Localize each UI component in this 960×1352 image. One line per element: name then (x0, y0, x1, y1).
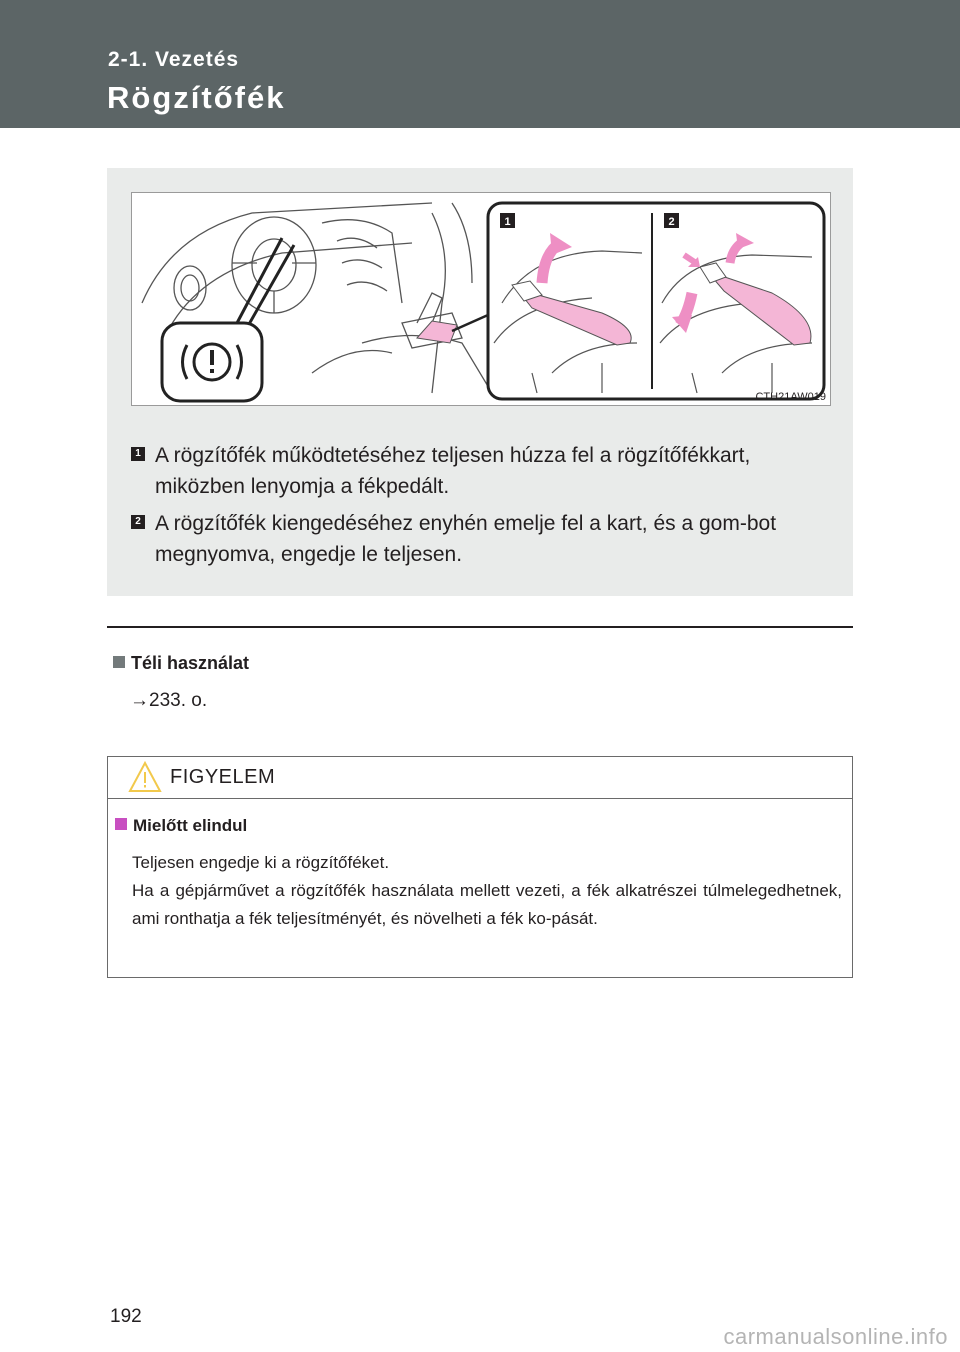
caution-title: FIGYELEM (170, 766, 276, 788)
section-divider (107, 626, 853, 628)
caution-line-1: Teljesen engedje ki a rögzítőféket. (132, 853, 390, 872)
watermark: carmanualsonline.info (723, 1324, 948, 1349)
step-2-text: A rögzítőfék kiengedéséhez enyhén emelje fel a kart, és a gom-bot megnyomva, engedje le teljesen. (155, 512, 777, 566)
caution-line-2: Ha a gépjárművet a rögzítőfék használata mellett vezeti, a fék alkatrészei túlmelegedhetnek, ami ronthatja a fék teljesítményét, és növelheti a fék ko-pását. (132, 881, 842, 928)
square-bullet-icon (113, 656, 125, 668)
image-code: CTH21AW019 (755, 391, 826, 403)
step-1 (131, 440, 831, 502)
caution-subheading (115, 816, 247, 836)
step-1-text: A rögzítőfék működtetéséhez teljesen húzza fel a rögzítőfékkart, miközben lenyomja a fékpedált. (155, 444, 751, 498)
winter-use-reference[interactable]: →233. o. (130, 690, 208, 711)
winter-use-heading (113, 653, 249, 674)
winter-use-heading-text: Téli használat (131, 653, 250, 673)
badge-1-label: 1 (504, 216, 511, 228)
step-2 (131, 508, 831, 570)
caution-box (107, 756, 853, 978)
page-number: 192 (110, 1306, 142, 1327)
caution-subheading-text: Mielőtt elindul (133, 816, 248, 835)
caution-text (132, 849, 842, 933)
step-1-badge: 1 (131, 447, 145, 461)
cockpit-drawing (132, 193, 830, 405)
badge-2-label: 2 (668, 216, 675, 228)
page-title: Rögzítőfék (107, 80, 286, 115)
square-bullet-icon (115, 818, 127, 830)
caution-header (108, 757, 852, 799)
chapter-header (0, 0, 960, 128)
step-2-badge: 2 (131, 515, 145, 529)
parking-brake-illustration (131, 192, 831, 406)
illustration-panel (107, 168, 853, 596)
section-number: 2-1. Vezetés (108, 48, 240, 71)
warning-triangle-icon (128, 760, 162, 794)
